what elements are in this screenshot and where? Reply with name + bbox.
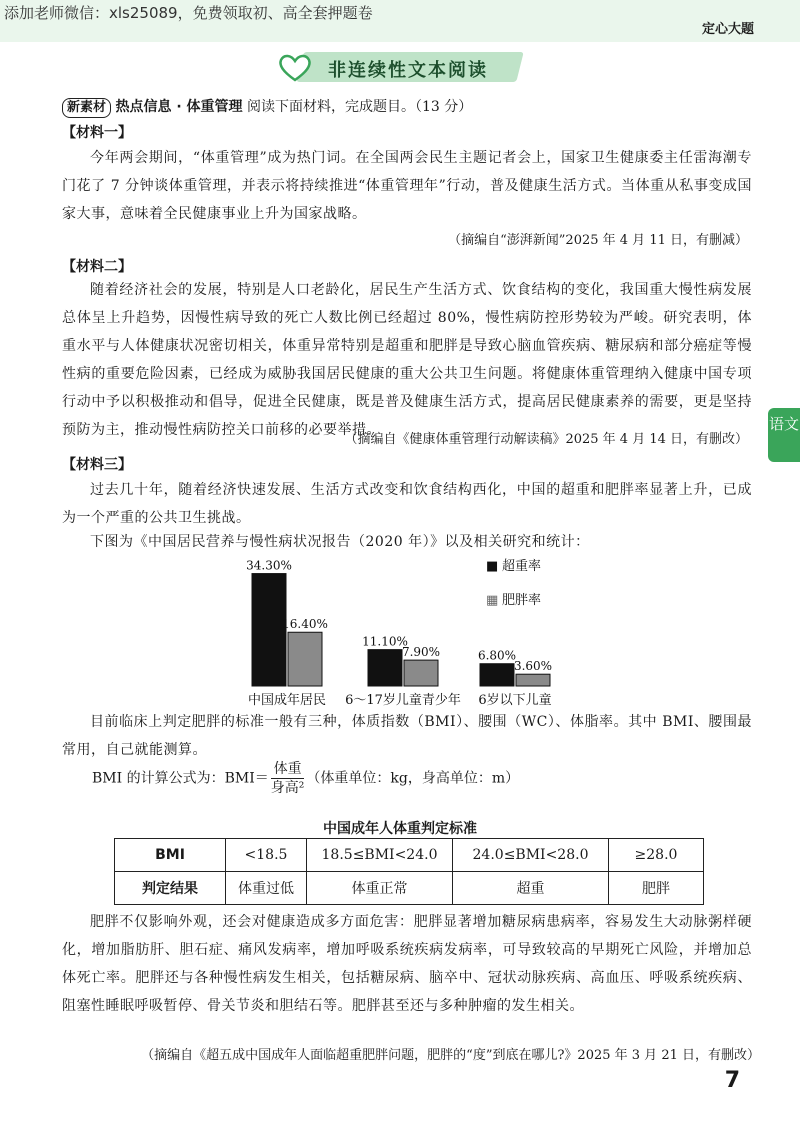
formula-numerator: 体重 bbox=[271, 760, 305, 779]
category-label-0: 中国成年居民 bbox=[247, 693, 327, 708]
material1-heading: 【材料一】 bbox=[62, 125, 132, 141]
topic-label: 热点信息 · 体重管理 bbox=[115, 99, 243, 115]
table-header-cell: 24.0≤BMI<28.0 bbox=[453, 839, 609, 872]
table-header-cell: <18.5 bbox=[226, 839, 307, 872]
table-header-cell: 18.5≤BMI<24.0 bbox=[307, 839, 453, 872]
data-label-overweight-2: 6.80% bbox=[477, 648, 517, 663]
material3-paragraph-1: 过去几十年，随着经济快速发展、生活方式改变和饮食结构西化，中国的超重和肥胖率显著上升，已成为一个严重的公共卫生挑战。 bbox=[62, 482, 752, 526]
material3-heading: 【材料三】 bbox=[62, 457, 132, 473]
category-label-1: 6～17岁儿童青少年 bbox=[345, 693, 461, 708]
bar-overweight-1 bbox=[368, 650, 402, 686]
bar-obesity-1 bbox=[404, 660, 438, 686]
table-header-cell: ≥28.0 bbox=[609, 839, 704, 872]
bar-overweight-0 bbox=[252, 574, 286, 686]
category-label-2: 6岁以下儿童 bbox=[478, 693, 552, 708]
material3-source: （摘编自《超五成中国成年人面临超重肥胖问题，肥胖的“度”到底在哪儿?》2025 年 3 月 21 日，有删改） bbox=[141, 1048, 760, 1063]
legend-marker-overweight: ■ bbox=[486, 559, 499, 574]
material3-paragraph-3: 目前临床上判定肥胖的标准一般有三种，体质指数（BMI）、腰围（WC）、体脂率。其中 BMI、腰围最常用，自己就能测算。 bbox=[62, 714, 752, 758]
formula-suffix: （体重单位：kg，身高单位：m） bbox=[306, 770, 520, 787]
watermark: 添加老师微信：xls25089，免费领取初、高全套押题卷 bbox=[4, 4, 373, 22]
material3-paragraph-4: 肥胖不仅影响外观，还会对健康造成多方面危害：肥胖显著增加糖尿病患病率，容易发生大动脉粥样硬化，增加脂肪肝、胆石症、痛风发病率，增加呼吸系统疾病发病率，可导致较高的早期死亡风险，并增加总体死亡率。肥胖还与各种慢性病发生相关，包括糖尿病、脑卒中、冠状动脉疾病、高血压、呼吸系统疾病、阻塞性睡眠呼吸暂停、骨关节炎和胆结石等。肥胖甚至还与多种肿瘤的发生相关。 bbox=[62, 914, 752, 1014]
data-label-overweight-1: 11.10% bbox=[362, 634, 408, 649]
table-row bbox=[115, 872, 704, 905]
chart-legend bbox=[486, 558, 541, 608]
obesity-bar-chart bbox=[230, 552, 600, 710]
material1-source: （摘编自“澎湃新闻”2025 年 4 月 11 日，有删减） bbox=[448, 233, 748, 248]
table-cell: 体重过低 bbox=[226, 872, 307, 905]
table-cell: 肥胖 bbox=[609, 872, 704, 905]
bar-obesity-2 bbox=[516, 674, 550, 686]
table-cell: 超重 bbox=[453, 872, 609, 905]
table-header-cell: BMI bbox=[115, 839, 226, 872]
formula-prefix: BMI 的计算公式为：BMI＝ bbox=[92, 770, 269, 787]
heart-icon bbox=[278, 54, 312, 82]
material3-paragraph-2: 下图为《中国居民营养与慢性病状况报告（2020 年）》以及相关研究和统计： bbox=[90, 534, 590, 550]
section-banner bbox=[278, 52, 524, 82]
table-cell: 体重正常 bbox=[307, 872, 453, 905]
bar-overweight-2 bbox=[480, 664, 514, 686]
table-title: 中国成年人体重判定标准 bbox=[323, 821, 477, 837]
legend-label-overweight: 超重率 bbox=[502, 559, 542, 574]
material1-paragraph: 今年两会期间，“体重管理”成为热门词。在全国两会民生主题记者会上，国家卫生健康委主任雷海潮专门花了 7 分钟谈体重管理，并表示将持续推进“体重管理年”行动，普及健康生活方式。当体重从私事变成国家大事，意味着全民健康事业上升为国家战略。 bbox=[62, 150, 752, 222]
instruction-text: 阅读下面材料，完成题目。（13 分） bbox=[247, 99, 473, 115]
material2-paragraph: 随着经济社会的发展，特别是人口老龄化，居民生产生活方式、饮食结构的变化，我国重大慢性病发展总体呈上升趋势，因慢性病导致的死亡人数比例已经超过 80%，慢性病防控形势较为严峻。研究表明，体重水平与人体健康状况密切相关，体重异常特别是超重和肥胖是导致心脑血管疾病、糖尿病和部分癌症等慢性病的重要危险因素，已经成为威胁我国居民健康的重大公共卫生问题。将健康体重管理纳入健康中国专项行动中予以积极推动和倡导，促进全民健康，既是普及健康生活方式，提高居民健康素养的需要，更是坚持预防为主，推动慢性病防控关口前移的必要举措。 bbox=[62, 282, 752, 438]
question-intro bbox=[62, 96, 472, 118]
data-label-obesity-1: 7.90% bbox=[401, 645, 441, 660]
data-label-obesity-2: 3.60% bbox=[513, 659, 553, 674]
section-title: 非连续性文本阅读 bbox=[328, 60, 488, 81]
new-material-badge: 新素材 bbox=[62, 98, 111, 118]
table-row bbox=[115, 839, 704, 872]
legend-marker-obesity: ▦ bbox=[486, 593, 499, 608]
legend-label-obesity: 肥胖率 bbox=[502, 593, 542, 608]
bar-obesity-0 bbox=[288, 632, 322, 686]
bmi-formula bbox=[92, 760, 519, 797]
header-section-label: 定心大题 bbox=[701, 22, 754, 37]
data-label-obesity-0: 16.40% bbox=[282, 617, 328, 632]
formula-fraction bbox=[271, 760, 305, 797]
material2-source: （摘编自《健康体重管理行动解读稿》2025 年 4 月 14 日，有删改） bbox=[344, 432, 748, 447]
bmi-standard-table bbox=[114, 838, 704, 905]
page-number: 7 bbox=[724, 1068, 740, 1093]
table-cell: 判定结果 bbox=[115, 872, 226, 905]
material2-heading: 【材料二】 bbox=[62, 259, 132, 275]
data-label-overweight-0: 34.30% bbox=[246, 558, 292, 573]
subject-tab-chinese[interactable]: 语文 bbox=[768, 408, 800, 462]
formula-denominator: 身高² bbox=[270, 780, 305, 796]
